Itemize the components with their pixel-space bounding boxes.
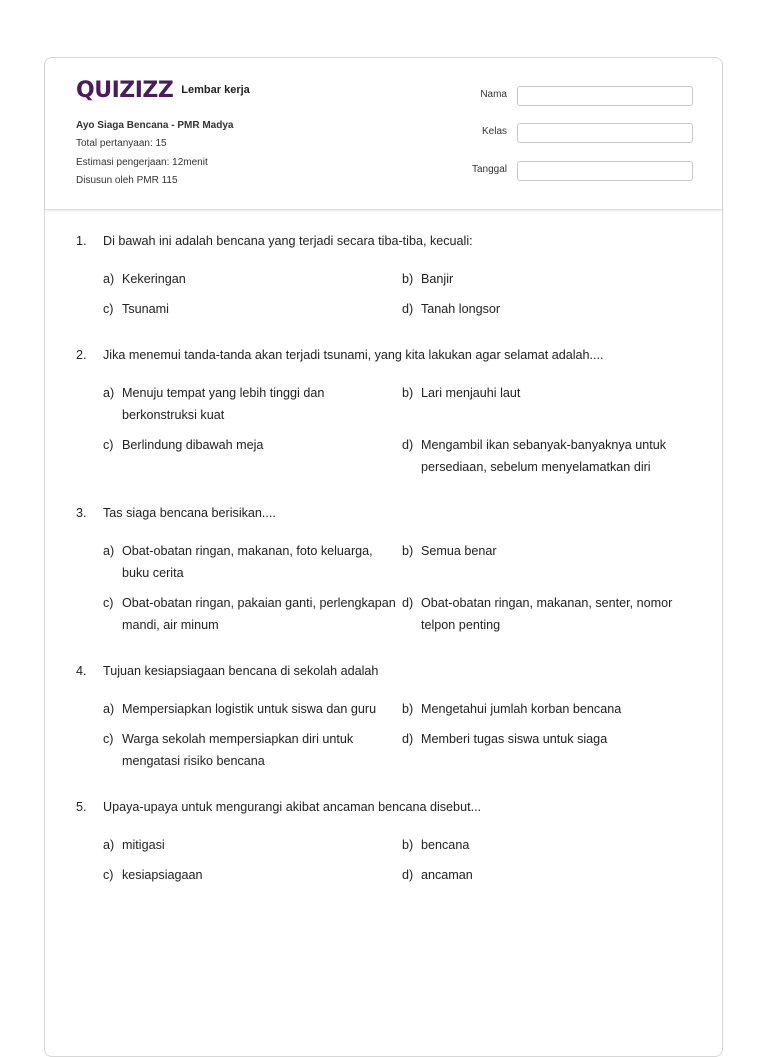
question-text: Di bawah ini adalah bencana yang terjadi secara tiba-tiba, kecuali:	[103, 234, 473, 248]
option-text: Memberi tugas siswa untuk siaga	[421, 732, 608, 746]
worksheet-title: Ayo Siaga Bencana - PMR Madya	[76, 120, 234, 131]
answer-options	[103, 540, 696, 636]
answer-option[interactable]	[402, 382, 702, 426]
option-text: kesiapsiagaan	[122, 868, 203, 882]
question-header	[76, 233, 696, 249]
option-letter: d)	[402, 596, 414, 610]
option-letter: a)	[103, 386, 115, 400]
question-number: 5.	[76, 800, 87, 814]
option-text: Kekeringan	[122, 272, 186, 286]
option-letter: c)	[103, 868, 114, 882]
question-number: 2.	[76, 348, 87, 362]
answer-option[interactable]	[103, 298, 402, 320]
option-text: Mempersiapkan logistik untuk siswa dan guru	[122, 702, 377, 716]
answer-options	[103, 698, 696, 772]
option-letter: d)	[402, 732, 414, 746]
option-letter: d)	[402, 438, 414, 452]
question-header	[76, 663, 696, 679]
option-letter: c)	[103, 596, 114, 610]
option-letter: c)	[103, 438, 114, 452]
total-questions: Total pertanyaan: 15	[76, 138, 167, 150]
question-number: 1.	[76, 234, 87, 248]
answer-option[interactable]	[402, 592, 702, 636]
option-text: Banjir	[421, 272, 454, 286]
author: Disusun oleh PMR 115	[76, 174, 178, 186]
answer-option[interactable]	[402, 864, 702, 886]
question-list	[76, 233, 696, 913]
option-text: Semua benar	[421, 544, 497, 558]
option-text: Berlindung dibawah meja	[122, 438, 264, 452]
question-text: Tujuan kesiapsiagaan bencana di sekolah adalah	[103, 664, 379, 678]
option-letter: d)	[402, 868, 414, 882]
answer-option[interactable]	[103, 698, 402, 720]
option-text: Menuju tempat yang lebih tinggi dan berkonstruksi kuat	[122, 386, 325, 422]
option-text: Obat-obatan ringan, makanan, foto keluarga, buku cerita	[122, 544, 373, 580]
question	[76, 347, 696, 478]
quizizz-logo: QUIZIZZ	[76, 78, 174, 103]
question-header	[76, 505, 696, 521]
worksheet-subtitle: Lembar kerja	[181, 84, 250, 96]
option-letter: d)	[402, 302, 414, 316]
answer-options	[103, 834, 696, 886]
answer-option[interactable]	[103, 728, 402, 772]
answer-option[interactable]	[103, 834, 402, 856]
question	[76, 663, 696, 772]
option-text: Mengetahui jumlah korban bencana	[421, 702, 622, 716]
answer-option[interactable]	[402, 434, 702, 478]
answer-option[interactable]	[103, 434, 402, 478]
worksheet-header	[45, 58, 722, 210]
worksheet-page	[44, 57, 723, 1057]
option-text: Tsunami	[122, 302, 169, 316]
class-field[interactable]	[517, 123, 693, 143]
answer-option[interactable]	[103, 268, 402, 290]
question-number: 4.	[76, 664, 87, 678]
answer-option[interactable]	[103, 540, 402, 584]
option-letter: b)	[402, 702, 414, 716]
question-number: 3.	[76, 506, 87, 520]
option-text: mitigasi	[122, 838, 165, 852]
question-header	[76, 799, 696, 815]
option-letter: b)	[402, 272, 414, 286]
option-letter: c)	[103, 302, 114, 316]
answer-option[interactable]	[402, 268, 702, 290]
option-letter: a)	[103, 838, 115, 852]
answer-option[interactable]	[402, 698, 702, 720]
question	[76, 799, 696, 886]
answer-options	[103, 382, 696, 478]
option-text: Obat-obatan ringan, pakaian ganti, perlengkapan mandi, air minum	[122, 596, 396, 632]
class-label: Kelas	[481, 126, 507, 137]
question	[76, 505, 696, 636]
option-letter: b)	[402, 544, 414, 558]
answer-option[interactable]	[103, 382, 402, 426]
option-text: Tanah longsor	[421, 302, 501, 316]
option-text: ancaman	[421, 868, 473, 882]
question	[76, 233, 696, 320]
answer-option[interactable]	[103, 864, 402, 886]
answer-option[interactable]	[402, 834, 702, 856]
brand	[76, 80, 250, 102]
question-text: Tas siaga bencana berisikan....	[103, 506, 276, 520]
name-field[interactable]	[517, 86, 693, 106]
question-header	[76, 347, 696, 363]
option-letter: b)	[402, 386, 414, 400]
date-field[interactable]	[517, 161, 693, 181]
option-letter: a)	[103, 702, 115, 716]
option-text: Warga sekolah mempersiapkan diri untuk mengatasi risiko bencana	[122, 732, 354, 768]
answer-options	[103, 268, 696, 320]
option-text: Obat-obatan ringan, makanan, senter, nomor telpon penting	[421, 596, 673, 632]
estimated-time: Estimasi pengerjaan: 12menit	[76, 156, 208, 168]
option-letter: a)	[103, 272, 115, 286]
option-letter: a)	[103, 544, 115, 558]
option-text: bencana	[421, 838, 470, 852]
answer-option[interactable]	[402, 540, 702, 584]
option-letter: c)	[103, 732, 114, 746]
option-text: Lari menjauhi laut	[421, 386, 521, 400]
option-text: Mengambil ikan sebanyak-banyaknya untuk persediaan, sebelum menyelamatkan diri	[421, 438, 667, 474]
worksheet-meta	[76, 117, 233, 190]
name-label: Nama	[480, 89, 507, 100]
answer-option[interactable]	[402, 728, 702, 772]
answer-option[interactable]	[103, 592, 402, 636]
date-label: Tanggal	[471, 164, 507, 175]
option-letter: b)	[402, 838, 414, 852]
answer-option[interactable]	[402, 298, 702, 320]
question-text: Jika menemui tanda-tanda akan terjadi tsunami, yang kita lakukan agar selamat adalah....	[103, 348, 604, 362]
question-text: Upaya-upaya untuk mengurangi akibat ancaman bencana disebut...	[103, 800, 482, 814]
